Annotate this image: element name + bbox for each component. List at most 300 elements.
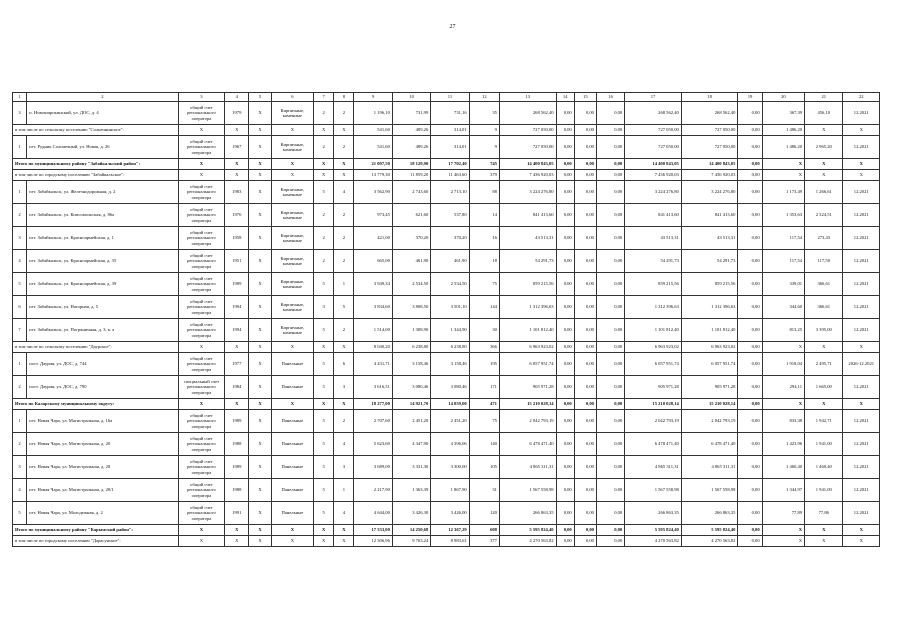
column-number: 15 bbox=[574, 93, 596, 102]
table-cell: 0,00 bbox=[596, 502, 624, 525]
table-cell: 0,00 bbox=[574, 536, 596, 547]
table-cell: 366,61 bbox=[805, 273, 843, 296]
table-cell: 0,00 bbox=[574, 159, 596, 170]
table-cell: Панельные bbox=[271, 353, 313, 376]
table-cell: Х bbox=[178, 125, 224, 136]
table-cell: Х bbox=[762, 159, 804, 170]
table-cell: 2 bbox=[13, 376, 27, 399]
table-cell: 1 567 558,98 bbox=[499, 479, 556, 502]
table-cell: Х bbox=[271, 342, 313, 353]
table-cell: 1 312 396,63 bbox=[681, 296, 738, 319]
table-cell: 6 bbox=[334, 353, 354, 376]
column-number: 14 bbox=[556, 93, 574, 102]
table-cell: 7 436 920,03 bbox=[499, 170, 556, 181]
table-cell: пгт. Забайкальск, ул. Красноармейская, д. 39 bbox=[27, 273, 179, 296]
table-cell: 0,00 bbox=[596, 250, 624, 273]
table-cell: Х bbox=[249, 502, 271, 525]
table-cell: 0,00 bbox=[596, 296, 624, 319]
table-cell: 0,00 bbox=[596, 204, 624, 227]
table-cell: 1 941,00 bbox=[805, 479, 843, 502]
building-row bbox=[13, 376, 880, 399]
table-cell: 621,60 bbox=[392, 204, 430, 227]
table-cell: 2 707,60 bbox=[354, 410, 392, 433]
table-cell: 1994 bbox=[225, 319, 249, 342]
column-number: 3 bbox=[178, 93, 224, 102]
table-cell: общий счет регионального оператора bbox=[178, 353, 224, 376]
table-cell: 2 bbox=[334, 319, 354, 342]
table-cell: 1 101 812,40 bbox=[625, 319, 682, 342]
table-cell: 0,00 bbox=[596, 525, 624, 536]
table-cell: пгт. Новая Чара, ул. Магистральная, д. 16а bbox=[27, 410, 179, 433]
table-cell: Х bbox=[805, 525, 843, 536]
table-cell: 6 963 923,02 bbox=[625, 342, 682, 353]
building-row bbox=[13, 273, 880, 296]
table-cell: 537,80 bbox=[431, 204, 469, 227]
table-cell: Х bbox=[334, 399, 354, 410]
table-cell: 14 250,68 bbox=[392, 525, 430, 536]
table-cell: 608 bbox=[469, 525, 499, 536]
table-cell: Кирпичные, каменные bbox=[271, 136, 313, 159]
building-row bbox=[13, 319, 880, 342]
table-cell: Х bbox=[249, 125, 271, 136]
table-cell: Х bbox=[249, 376, 271, 399]
column-number: 20 bbox=[762, 93, 804, 102]
table-cell: 3 949,34 bbox=[354, 273, 392, 296]
table-cell: 2 743,60 bbox=[392, 181, 430, 204]
table-cell: Х bbox=[843, 525, 880, 536]
building-row bbox=[13, 353, 880, 376]
table-cell: 2 217,90 bbox=[354, 479, 392, 502]
table-cell: 0,00 bbox=[556, 227, 574, 250]
table-cell: 0,00 bbox=[556, 296, 574, 319]
table-cell: 14 921,70 bbox=[392, 399, 430, 410]
table-cell: 0,00 bbox=[556, 136, 574, 159]
table-cell: 727 050,00 bbox=[499, 125, 556, 136]
table-cell: Х bbox=[271, 170, 313, 181]
table-cell: 1 363,39 bbox=[392, 479, 430, 502]
table-cell: 0,00 bbox=[738, 181, 762, 204]
table-cell: 266 863,35 bbox=[625, 502, 682, 525]
building-row bbox=[13, 136, 880, 159]
row-label: в том числе по сельскому поселению "Солнечнинское": bbox=[13, 125, 179, 136]
table-cell: 0,00 bbox=[574, 170, 596, 181]
table-cell: 0,00 bbox=[738, 525, 762, 536]
table-cell: Х bbox=[225, 159, 249, 170]
table-cell: 2 bbox=[13, 433, 27, 456]
table-cell: 0,00 bbox=[574, 353, 596, 376]
table-cell: 1951 bbox=[225, 250, 249, 273]
table-cell: 5 bbox=[13, 273, 27, 296]
table-cell: 0,00 bbox=[596, 342, 624, 353]
table-cell: Х bbox=[249, 456, 271, 479]
table-cell: 2 451,20 bbox=[431, 410, 469, 433]
table-cell: пгт. Забайкальск, ул. Красноармейская, д. 1 bbox=[27, 227, 179, 250]
table-cell: 2 042 793,19 bbox=[499, 410, 556, 433]
table-cell: 1 312 396,63 bbox=[625, 296, 682, 319]
table-cell: общий счет регионального оператора bbox=[178, 136, 224, 159]
table-cell: 841 413,60 bbox=[681, 204, 738, 227]
table-cell: 489,26 bbox=[392, 125, 430, 136]
table-cell: 30 bbox=[469, 319, 499, 342]
table-cell: общий счет регионального оператора bbox=[178, 456, 224, 479]
table-cell: 727 050,00 bbox=[681, 136, 738, 159]
table-cell: 14 859,00 bbox=[431, 399, 469, 410]
column-number-row bbox=[13, 93, 880, 102]
table-cell: 1 567 558,98 bbox=[625, 479, 682, 502]
table-cell: Х bbox=[249, 159, 271, 170]
table-cell: 0,00 bbox=[738, 353, 762, 376]
total-row bbox=[13, 399, 880, 410]
building-row bbox=[13, 102, 880, 125]
table-cell: 379 bbox=[469, 170, 499, 181]
table-cell: 0,00 bbox=[738, 273, 762, 296]
total-row bbox=[13, 525, 880, 536]
table-cell: 6 478 471,40 bbox=[625, 433, 682, 456]
table-cell: специальный счет регионального оператора bbox=[178, 376, 224, 399]
table-cell: 1 bbox=[334, 273, 354, 296]
table-cell: 0,00 bbox=[556, 353, 574, 376]
table-cell: 14 400 843,05 bbox=[625, 159, 682, 170]
table-cell: 0,00 bbox=[738, 159, 762, 170]
table-cell: 0,00 bbox=[574, 102, 596, 125]
table-cell: 4 865 311,31 bbox=[625, 456, 682, 479]
table-cell: Х bbox=[805, 159, 843, 170]
building-row bbox=[13, 204, 880, 227]
table-cell: 6 478 471,40 bbox=[681, 433, 738, 456]
table-cell: 2 965,20 bbox=[805, 136, 843, 159]
table-cell: 268 562,40 bbox=[625, 102, 682, 125]
column-number: 9 bbox=[354, 93, 392, 102]
table-cell: 2 bbox=[314, 204, 334, 227]
table-cell: 2 bbox=[13, 204, 27, 227]
table-cell: 1 173,49 bbox=[762, 181, 804, 204]
table-cell: 294,11 bbox=[762, 376, 804, 399]
table-cell: 7 bbox=[13, 319, 27, 342]
table-cell: 43 513,31 bbox=[681, 227, 738, 250]
table-cell: 2 bbox=[314, 136, 334, 159]
table-cell: 77,89 bbox=[762, 502, 804, 525]
table-cell: 21 097,50 bbox=[354, 159, 392, 170]
row-label: в том числе по сельскому поселению "Даурское": bbox=[13, 342, 179, 353]
row-label: в том числе по городскому поселению "Дарасунское": bbox=[13, 536, 179, 547]
table-cell: пгт. Забайкальск, ул. Железнодорожная, д. 2 bbox=[27, 181, 179, 204]
column-number: 1 bbox=[13, 93, 27, 102]
table-cell: 1989 bbox=[225, 410, 249, 433]
column-number: 6 bbox=[271, 93, 313, 102]
column-number: 13 bbox=[499, 93, 556, 102]
table-cell: Панельные bbox=[271, 502, 313, 525]
table-cell: 12.2021 bbox=[843, 273, 880, 296]
table-cell: 43 513,31 bbox=[625, 227, 682, 250]
table-cell: 727 050,00 bbox=[625, 125, 682, 136]
table-cell: 0,00 bbox=[556, 159, 574, 170]
table-cell: 31 bbox=[469, 479, 499, 502]
table-cell: 1 460,40 bbox=[805, 456, 843, 479]
table-cell: 2 bbox=[334, 250, 354, 273]
table-cell: 339,01 bbox=[762, 273, 804, 296]
table-cell: 0,00 bbox=[574, 502, 596, 525]
table-cell: Кирпичные, каменные bbox=[271, 273, 313, 296]
table-cell: 11 859,20 bbox=[392, 170, 430, 181]
table-cell: 3 616,51 bbox=[354, 376, 392, 399]
table-cell: Х bbox=[314, 342, 334, 353]
table-cell: 3 bbox=[13, 456, 27, 479]
table-cell: 0,00 bbox=[556, 204, 574, 227]
column-number: 11 bbox=[431, 93, 469, 102]
table-cell: 3 224 276,80 bbox=[499, 181, 556, 204]
table-cell: Х bbox=[249, 170, 271, 181]
table-cell: Х bbox=[249, 525, 271, 536]
table-cell: 1 bbox=[13, 136, 27, 159]
table-cell: общий счет регионального оператора bbox=[178, 273, 224, 296]
table-cell: Х bbox=[805, 170, 843, 181]
table-cell: 2 bbox=[314, 102, 334, 125]
table-cell: 4 347,90 bbox=[392, 433, 430, 456]
table-cell: 0,00 bbox=[596, 399, 624, 410]
table-cell: 1988 bbox=[225, 433, 249, 456]
table-cell: 3 808,50 bbox=[392, 296, 430, 319]
building-row bbox=[13, 479, 880, 502]
table-cell: 2 534,50 bbox=[431, 273, 469, 296]
table-cell: Х bbox=[225, 125, 249, 136]
table-cell: 4 270 563,82 bbox=[625, 536, 682, 547]
table-cell: Х bbox=[334, 536, 354, 547]
table-cell: Х bbox=[762, 342, 804, 353]
table-cell: 1 308,90 bbox=[392, 319, 430, 342]
table-cell: 3 080,46 bbox=[431, 376, 469, 399]
table-cell: 0,00 bbox=[556, 479, 574, 502]
table-cell: 0,00 bbox=[556, 399, 574, 410]
table-cell: 0,00 bbox=[596, 410, 624, 433]
table-cell: 905 971,28 bbox=[625, 376, 682, 399]
table-cell: 1 941,00 bbox=[805, 433, 843, 456]
table-cell: Х bbox=[805, 125, 843, 136]
table-cell: 4 431,71 bbox=[354, 353, 392, 376]
table-cell: 1 266,61 bbox=[805, 181, 843, 204]
table-cell: 1 bbox=[13, 181, 27, 204]
table-cell: Х bbox=[178, 399, 224, 410]
column-number: 4 bbox=[225, 93, 249, 102]
table-cell: 3 080,46 bbox=[392, 376, 430, 399]
table-cell: 5 bbox=[314, 456, 334, 479]
table-cell: Х bbox=[843, 159, 880, 170]
table-cell: 18 bbox=[469, 250, 499, 273]
table-cell: 2026-12.2021 bbox=[843, 353, 880, 376]
table-cell: 4 bbox=[13, 479, 27, 502]
table-cell: Панельные bbox=[271, 456, 313, 479]
table-cell: Х bbox=[334, 170, 354, 181]
table-cell: 120 bbox=[469, 502, 499, 525]
table-cell: пост. Даурия, ул. ДОС, д. 790 bbox=[27, 376, 179, 399]
table-cell: Х bbox=[178, 525, 224, 536]
table-cell: 5 bbox=[314, 319, 334, 342]
table-cell: 0,00 bbox=[574, 410, 596, 433]
table-cell: 4 270 563,82 bbox=[681, 536, 738, 547]
table-cell: 3 562,90 bbox=[354, 181, 392, 204]
table-cell: Х bbox=[271, 525, 313, 536]
table-cell: 2 bbox=[334, 410, 354, 433]
table-cell: 273,43 bbox=[805, 227, 843, 250]
table-cell: общий счет регионального оператора bbox=[178, 227, 224, 250]
table-cell: 0,00 bbox=[556, 525, 574, 536]
table-cell: Х bbox=[249, 342, 271, 353]
table-cell: 731,16 bbox=[431, 102, 469, 125]
table-cell: 0,00 bbox=[556, 410, 574, 433]
table-cell: 0,00 bbox=[556, 181, 574, 204]
table-cell: 0,00 bbox=[596, 353, 624, 376]
table-cell: 12.2021 bbox=[843, 376, 880, 399]
table-cell: 15 210 028,14 bbox=[625, 399, 682, 410]
table-cell: 3 bbox=[334, 456, 354, 479]
table-cell: 12 367,29 bbox=[431, 525, 469, 536]
table-cell: 6 057 951,74 bbox=[499, 353, 556, 376]
table-cell: 2 bbox=[334, 227, 354, 250]
table-cell: 5 595 824,40 bbox=[625, 525, 682, 536]
table-cell: 0,00 bbox=[556, 170, 574, 181]
table-cell: 456,10 bbox=[805, 102, 843, 125]
table-cell: Х bbox=[805, 342, 843, 353]
table-cell: Х bbox=[225, 399, 249, 410]
table-cell: Панельные bbox=[271, 410, 313, 433]
table-cell: Кирпичные, каменные bbox=[271, 102, 313, 125]
table-cell: 1 423,96 bbox=[762, 433, 804, 456]
table-cell: 7 436 920,03 bbox=[625, 170, 682, 181]
table-cell: 3 426,00 bbox=[431, 502, 469, 525]
subtotal-row bbox=[13, 170, 880, 181]
column-number: 2 bbox=[27, 93, 179, 102]
table-cell: 0,00 bbox=[596, 376, 624, 399]
table-cell: 731,99 bbox=[392, 102, 430, 125]
table-cell: Х bbox=[249, 250, 271, 273]
table-cell: 0,00 bbox=[738, 536, 762, 547]
table-cell: 1 486,20 bbox=[762, 125, 804, 136]
table-cell: 0,00 bbox=[738, 125, 762, 136]
building-row bbox=[13, 433, 880, 456]
table-cell: 0,00 bbox=[556, 102, 574, 125]
table-cell: 0,00 bbox=[738, 410, 762, 433]
table-cell: пост. Даурия, ул. ДОС, д. 744 bbox=[27, 353, 179, 376]
table-cell: 370,20 bbox=[392, 227, 430, 250]
table-cell: Х bbox=[334, 525, 354, 536]
table-cell: пгт. Рудник Солонечный, ул. Новая, д. 26 bbox=[27, 136, 179, 159]
table-cell: 1 942,71 bbox=[805, 410, 843, 433]
table-cell: 1 918,04 bbox=[762, 353, 804, 376]
table-cell: 11 463,60 bbox=[431, 170, 469, 181]
table-cell: 2 042 793,19 bbox=[625, 410, 682, 433]
table-cell: Кирпичные, каменные bbox=[271, 181, 313, 204]
table-cell: 77,86 bbox=[805, 502, 843, 525]
table-cell: общий счет регионального оператора bbox=[178, 319, 224, 342]
table-cell: Х bbox=[249, 399, 271, 410]
table-cell: 5 bbox=[314, 502, 334, 525]
table-cell: 0,00 bbox=[574, 136, 596, 159]
table-cell: 5 623,60 bbox=[354, 433, 392, 456]
table-cell: 1 bbox=[13, 353, 27, 376]
table-cell: 314,01 bbox=[431, 136, 469, 159]
table-cell: 54 291,73 bbox=[681, 250, 738, 273]
table-cell: 5 bbox=[334, 296, 354, 319]
table-cell: 859 215,56 bbox=[681, 273, 738, 296]
table-cell: 9 bbox=[469, 125, 499, 136]
table-cell: Х bbox=[271, 125, 313, 136]
table-cell: 0,00 bbox=[574, 125, 596, 136]
table-cell: 9 763,24 bbox=[392, 536, 430, 547]
table-cell: 268 562,40 bbox=[499, 102, 556, 125]
table-cell: 0,00 bbox=[596, 536, 624, 547]
table-cell: 266 863,35 bbox=[499, 502, 556, 525]
table-cell: 17 533,00 bbox=[354, 525, 392, 536]
table-cell: 0,00 bbox=[596, 102, 624, 125]
table-cell: 6 238,80 bbox=[392, 342, 430, 353]
table-cell: 745 bbox=[469, 159, 499, 170]
table-cell: 6 963 923,02 bbox=[681, 342, 738, 353]
table-cell: 0,00 bbox=[574, 273, 596, 296]
table-cell: 75 bbox=[469, 410, 499, 433]
column-number: 12 bbox=[469, 93, 499, 102]
table-cell: 17 702,40 bbox=[431, 159, 469, 170]
table-cell: 3 426,30 bbox=[392, 502, 430, 525]
table-cell: 0,00 bbox=[738, 399, 762, 410]
table-cell: 727 050,00 bbox=[681, 125, 738, 136]
table-cell: Х bbox=[178, 159, 224, 170]
table-cell: Х bbox=[334, 159, 354, 170]
table-cell: 859 215,56 bbox=[625, 273, 682, 296]
table-cell: общий счет регионального оператора bbox=[178, 296, 224, 319]
column-number: 10 bbox=[392, 93, 430, 102]
table-cell: 3 501,10 bbox=[431, 296, 469, 319]
table-cell: 105 bbox=[469, 456, 499, 479]
table-cell: 43 513,31 bbox=[499, 227, 556, 250]
table-cell: 54 291,73 bbox=[499, 250, 556, 273]
table-cell: 1 bbox=[13, 410, 27, 433]
table-cell: 8 983,61 bbox=[431, 536, 469, 547]
table-cell: общий счет регионального оператора bbox=[178, 433, 224, 456]
table-cell: 370,20 bbox=[431, 227, 469, 250]
table-cell: 16 bbox=[469, 227, 499, 250]
table-cell: Панельные bbox=[271, 376, 313, 399]
table-cell: 0,00 bbox=[738, 456, 762, 479]
table-cell: Х bbox=[249, 136, 271, 159]
capital-repair-table bbox=[12, 92, 880, 547]
table-cell: Кирпичные, каменные bbox=[271, 204, 313, 227]
table-cell: 366,61 bbox=[805, 296, 843, 319]
table-cell: 1989 bbox=[225, 456, 249, 479]
table-cell: 0,00 bbox=[596, 456, 624, 479]
table-cell: 5 bbox=[314, 376, 334, 399]
column-number: 7 bbox=[314, 93, 334, 102]
table-cell: 9 bbox=[469, 136, 499, 159]
table-cell: Х bbox=[805, 536, 843, 547]
building-row bbox=[13, 502, 880, 525]
table-cell: 6 bbox=[13, 296, 27, 319]
table-cell: 3 bbox=[314, 296, 334, 319]
table-cell: 6 238,80 bbox=[431, 342, 469, 353]
table-cell: 4 865 311,31 bbox=[681, 456, 738, 479]
table-cell: 0,00 bbox=[556, 319, 574, 342]
subtotal-row bbox=[13, 125, 880, 136]
table-cell: 1 312 396,63 bbox=[499, 296, 556, 319]
table-cell: 859 215,56 bbox=[499, 273, 556, 296]
table-cell: общий счет регионального оператора bbox=[178, 204, 224, 227]
column-number: 5 bbox=[249, 93, 271, 102]
table-cell: 268 562,40 bbox=[681, 102, 738, 125]
table-cell: Х bbox=[762, 536, 804, 547]
table-cell: 3 300,00 bbox=[431, 456, 469, 479]
table-cell: 366 bbox=[469, 342, 499, 353]
table-cell: 0,00 bbox=[596, 136, 624, 159]
table-cell: 1988 bbox=[225, 479, 249, 502]
table-cell: 12.2021 bbox=[843, 456, 880, 479]
